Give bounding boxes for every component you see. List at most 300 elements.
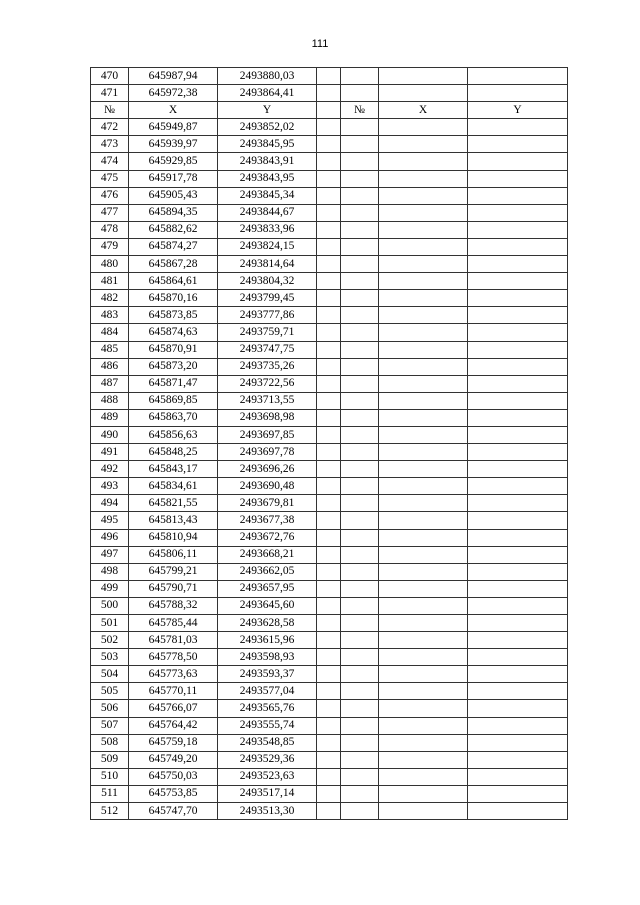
- cell-number: 504: [91, 666, 129, 683]
- table-row: [91, 529, 568, 546]
- cell-x: 645939,97: [129, 136, 218, 153]
- cell-empty: [379, 666, 468, 683]
- cell-empty: [379, 136, 468, 153]
- cell-empty: [379, 444, 468, 461]
- coordinates-table-body: [91, 68, 568, 820]
- cell-number: 500: [91, 597, 129, 614]
- cell-x: 645785,44: [129, 615, 218, 632]
- cell-number: 470: [91, 68, 129, 85]
- cell-empty: [317, 221, 341, 238]
- table-header-row: [91, 102, 568, 119]
- cell-empty: [341, 461, 379, 478]
- cell-empty: [468, 256, 568, 273]
- cell-empty: [341, 615, 379, 632]
- cell-empty: [317, 461, 341, 478]
- cell-empty: [317, 136, 341, 153]
- cell-empty: [341, 768, 379, 785]
- cell-x: 645813,43: [129, 512, 218, 529]
- table-row: [91, 119, 568, 136]
- table-row: [91, 153, 568, 170]
- cell-number: 471: [91, 85, 129, 102]
- cell-x: 645873,85: [129, 307, 218, 324]
- cell-empty: [341, 683, 379, 700]
- cell-empty: [379, 256, 468, 273]
- cell-x: 645764,42: [129, 717, 218, 734]
- cell-empty: [379, 461, 468, 478]
- cell-x: 645799,21: [129, 563, 218, 580]
- cell-empty: [317, 324, 341, 341]
- cell-empty: [341, 409, 379, 426]
- table-row: [91, 495, 568, 512]
- cell-x: 645870,91: [129, 341, 218, 358]
- cell-x: 645843,17: [129, 461, 218, 478]
- cell-empty: [379, 512, 468, 529]
- cell-x: 645790,71: [129, 580, 218, 597]
- cell-empty: [341, 375, 379, 392]
- cell-empty: [341, 153, 379, 170]
- cell-empty: [341, 597, 379, 614]
- table-row: [91, 256, 568, 273]
- cell-empty: [379, 803, 468, 820]
- table-row: [91, 170, 568, 187]
- cell-empty: [468, 187, 568, 204]
- cell-empty: [468, 324, 568, 341]
- cell-empty: [317, 632, 341, 649]
- cell-number: 476: [91, 187, 129, 204]
- cell-y: 2493679,81: [218, 495, 317, 512]
- cell-empty: [341, 785, 379, 802]
- cell-empty: [317, 700, 341, 717]
- cell-empty: [468, 170, 568, 187]
- table-row: [91, 444, 568, 461]
- cell-number: 472: [91, 119, 129, 136]
- table-row: [91, 204, 568, 221]
- table-row: [91, 85, 568, 102]
- table-row: [91, 751, 568, 768]
- cell-empty: [317, 580, 341, 597]
- cell-empty: [379, 785, 468, 802]
- header-x-2: X: [379, 102, 468, 119]
- cell-empty: [468, 495, 568, 512]
- cell-number: 485: [91, 341, 129, 358]
- cell-empty: [341, 290, 379, 307]
- cell-empty: [379, 495, 468, 512]
- cell-empty: [468, 785, 568, 802]
- cell-y: 2493697,78: [218, 444, 317, 461]
- cell-empty: [341, 119, 379, 136]
- cell-empty: [379, 238, 468, 255]
- cell-empty: [341, 803, 379, 820]
- table-row: [91, 187, 568, 204]
- cell-number: 505: [91, 683, 129, 700]
- cell-empty: [317, 119, 341, 136]
- cell-number: 498: [91, 563, 129, 580]
- cell-y: 2493690,48: [218, 478, 317, 495]
- cell-y: 2493852,02: [218, 119, 317, 136]
- cell-empty: [317, 529, 341, 546]
- cell-y: 2493845,34: [218, 187, 317, 204]
- cell-empty: [341, 273, 379, 290]
- cell-y: 2493864,41: [218, 85, 317, 102]
- header-y-2: Y: [468, 102, 568, 119]
- cell-empty: [468, 717, 568, 734]
- cell-empty: [468, 290, 568, 307]
- cell-y: 2493845,95: [218, 136, 317, 153]
- cell-y: 2493697,85: [218, 426, 317, 443]
- cell-number: 477: [91, 204, 129, 221]
- cell-empty: [317, 307, 341, 324]
- cell-y: 2493513,30: [218, 803, 317, 820]
- cell-y: 2493672,76: [218, 529, 317, 546]
- table-row: [91, 358, 568, 375]
- cell-number: 508: [91, 734, 129, 751]
- cell-empty: [379, 597, 468, 614]
- cell-empty: [341, 632, 379, 649]
- cell-empty: [341, 426, 379, 443]
- cell-empty: [317, 409, 341, 426]
- table-row: [91, 375, 568, 392]
- cell-x: 645848,25: [129, 444, 218, 461]
- table-row: [91, 324, 568, 341]
- cell-y: 2493814,64: [218, 256, 317, 273]
- table-row: [91, 666, 568, 683]
- cell-empty: [379, 700, 468, 717]
- page-number: 111: [311, 38, 329, 50]
- cell-x: 645806,11: [129, 546, 218, 563]
- cell-empty: [468, 136, 568, 153]
- cell-empty: [317, 478, 341, 495]
- cell-x: 645869,85: [129, 392, 218, 409]
- cell-number: 492: [91, 461, 129, 478]
- cell-empty: [317, 204, 341, 221]
- cell-empty: [379, 409, 468, 426]
- cell-number: 506: [91, 700, 129, 717]
- table-row: [91, 290, 568, 307]
- cell-x: 645864,61: [129, 273, 218, 290]
- cell-number: 474: [91, 153, 129, 170]
- cell-x: 645781,03: [129, 632, 218, 649]
- cell-y: 2493548,85: [218, 734, 317, 751]
- cell-empty: [341, 187, 379, 204]
- cell-empty: [468, 68, 568, 85]
- cell-y: 2493593,37: [218, 666, 317, 683]
- cell-empty: [468, 119, 568, 136]
- cell-number: 487: [91, 375, 129, 392]
- table-row: [91, 392, 568, 409]
- cell-empty: [468, 649, 568, 666]
- cell-empty: [341, 512, 379, 529]
- cell-y: 2493698,98: [218, 409, 317, 426]
- cell-number: 503: [91, 649, 129, 666]
- cell-empty: [379, 392, 468, 409]
- table-row: [91, 768, 568, 785]
- cell-empty: [468, 444, 568, 461]
- cell-empty: [379, 358, 468, 375]
- cell-empty: [468, 204, 568, 221]
- cell-empty: [379, 426, 468, 443]
- cell-empty: [379, 119, 468, 136]
- cell-empty: [379, 563, 468, 580]
- cell-y: 2493523,63: [218, 768, 317, 785]
- cell-empty: [341, 85, 379, 102]
- cell-empty: [341, 495, 379, 512]
- cell-y: 2493677,38: [218, 512, 317, 529]
- table-row: [91, 615, 568, 632]
- cell-y: 2493696,26: [218, 461, 317, 478]
- cell-empty: [379, 153, 468, 170]
- cell-x: 645874,27: [129, 238, 218, 255]
- cell-empty: [468, 683, 568, 700]
- cell-empty: [468, 803, 568, 820]
- cell-empty: [317, 768, 341, 785]
- header-x: X: [129, 102, 218, 119]
- cell-empty: [341, 68, 379, 85]
- cell-number: 475: [91, 170, 129, 187]
- cell-x: 645873,20: [129, 358, 218, 375]
- cell-x: 645770,11: [129, 683, 218, 700]
- table-row: [91, 221, 568, 238]
- cell-empty: [468, 85, 568, 102]
- cell-empty: [317, 153, 341, 170]
- cell-x: 645778,50: [129, 649, 218, 666]
- cell-empty: [341, 666, 379, 683]
- cell-empty: [468, 426, 568, 443]
- cell-empty: [317, 563, 341, 580]
- cell-empty: [341, 478, 379, 495]
- table-row: [91, 700, 568, 717]
- cell-empty: [341, 580, 379, 597]
- cell-empty: [468, 375, 568, 392]
- table-row: [91, 803, 568, 820]
- cell-y: 2493713,55: [218, 392, 317, 409]
- cell-empty: [317, 187, 341, 204]
- cell-empty: [468, 700, 568, 717]
- cell-empty: [341, 170, 379, 187]
- cell-empty: [341, 238, 379, 255]
- cell-empty: [379, 683, 468, 700]
- cell-empty: [341, 751, 379, 768]
- cell-empty: [379, 717, 468, 734]
- cell-empty: [379, 478, 468, 495]
- cell-empty: [468, 734, 568, 751]
- cell-empty: [317, 256, 341, 273]
- cell-empty: [341, 341, 379, 358]
- cell-empty: [468, 358, 568, 375]
- cell-empty: [379, 529, 468, 546]
- coordinates-table: [90, 67, 568, 820]
- cell-y: 2493747,75: [218, 341, 317, 358]
- cell-empty: [379, 170, 468, 187]
- table-row: [91, 632, 568, 649]
- cell-empty: [468, 563, 568, 580]
- cell-empty: [379, 649, 468, 666]
- table-row: [91, 409, 568, 426]
- cell-y: 2493577,04: [218, 683, 317, 700]
- cell-x: 645750,03: [129, 768, 218, 785]
- cell-empty: [468, 153, 568, 170]
- cell-empty: [317, 615, 341, 632]
- cell-x: 645810,94: [129, 529, 218, 546]
- cell-number: 486: [91, 358, 129, 375]
- cell-empty: [317, 717, 341, 734]
- table-row: [91, 734, 568, 751]
- cell-x: 645871,47: [129, 375, 218, 392]
- cell-number: 496: [91, 529, 129, 546]
- cell-x: 645753,85: [129, 785, 218, 802]
- cell-empty: [317, 426, 341, 443]
- cell-number: 489: [91, 409, 129, 426]
- cell-empty: [317, 597, 341, 614]
- cell-x: 645870,16: [129, 290, 218, 307]
- cell-empty: [317, 785, 341, 802]
- cell-empty: [341, 324, 379, 341]
- cell-empty: [379, 204, 468, 221]
- cell-empty: [379, 221, 468, 238]
- cell-y: 2493517,14: [218, 785, 317, 802]
- cell-number: 478: [91, 221, 129, 238]
- cell-empty: [379, 273, 468, 290]
- cell-number: 490: [91, 426, 129, 443]
- cell-x: 645874,63: [129, 324, 218, 341]
- cell-empty: [468, 238, 568, 255]
- cell-number: 501: [91, 615, 129, 632]
- cell-empty: [341, 734, 379, 751]
- cell-empty: [379, 307, 468, 324]
- cell-empty: [317, 495, 341, 512]
- cell-y: 2493668,21: [218, 546, 317, 563]
- cell-number: 499: [91, 580, 129, 597]
- cell-empty: [468, 529, 568, 546]
- cell-empty: [468, 341, 568, 358]
- cell-empty: [341, 529, 379, 546]
- cell-empty: [341, 136, 379, 153]
- cell-y: 2493657,95: [218, 580, 317, 597]
- cell-empty: [317, 68, 341, 85]
- cell-y: 2493555,74: [218, 717, 317, 734]
- cell-empty: [468, 512, 568, 529]
- cell-number: 480: [91, 256, 129, 273]
- table-row: [91, 478, 568, 495]
- cell-empty: [317, 683, 341, 700]
- header-empty: [317, 102, 341, 119]
- cell-empty: [468, 632, 568, 649]
- cell-number: 484: [91, 324, 129, 341]
- cell-number: 512: [91, 803, 129, 820]
- cell-empty: [317, 341, 341, 358]
- header-y: Y: [218, 102, 317, 119]
- table-row: [91, 785, 568, 802]
- table-row: [91, 580, 568, 597]
- cell-y: 2493628,58: [218, 615, 317, 632]
- cell-x: 645863,70: [129, 409, 218, 426]
- cell-empty: [341, 392, 379, 409]
- cell-y: 2493529,36: [218, 751, 317, 768]
- cell-empty: [341, 204, 379, 221]
- cell-empty: [317, 170, 341, 187]
- cell-empty: [341, 221, 379, 238]
- cell-x: 645917,78: [129, 170, 218, 187]
- cell-empty: [468, 478, 568, 495]
- cell-empty: [317, 392, 341, 409]
- cell-y: 2493804,32: [218, 273, 317, 290]
- cell-empty: [468, 615, 568, 632]
- cell-empty: [468, 392, 568, 409]
- header-num: №: [91, 102, 129, 119]
- cell-x: 645905,43: [129, 187, 218, 204]
- cell-empty: [379, 751, 468, 768]
- cell-empty: [317, 751, 341, 768]
- cell-number: 473: [91, 136, 129, 153]
- table-row: [91, 512, 568, 529]
- cell-empty: [341, 546, 379, 563]
- cell-y: 2493598,93: [218, 649, 317, 666]
- cell-empty: [317, 803, 341, 820]
- table-row: [91, 597, 568, 614]
- cell-x: 645766,07: [129, 700, 218, 717]
- cell-empty: [379, 324, 468, 341]
- cell-empty: [341, 256, 379, 273]
- cell-number: 497: [91, 546, 129, 563]
- cell-empty: [341, 717, 379, 734]
- cell-y: 2493824,15: [218, 238, 317, 255]
- cell-empty: [317, 512, 341, 529]
- cell-number: 495: [91, 512, 129, 529]
- cell-y: 2493843,95: [218, 170, 317, 187]
- cell-empty: [341, 307, 379, 324]
- cell-number: 481: [91, 273, 129, 290]
- cell-number: 494: [91, 495, 129, 512]
- cell-x: 645773,63: [129, 666, 218, 683]
- cell-empty: [468, 666, 568, 683]
- cell-y: 2493777,86: [218, 307, 317, 324]
- cell-empty: [317, 85, 341, 102]
- cell-y: 2493735,26: [218, 358, 317, 375]
- cell-empty: [341, 700, 379, 717]
- cell-number: 482: [91, 290, 129, 307]
- cell-empty: [468, 409, 568, 426]
- cell-number: 479: [91, 238, 129, 255]
- cell-empty: [468, 307, 568, 324]
- cell-y: 2493843,91: [218, 153, 317, 170]
- cell-x: 645894,35: [129, 204, 218, 221]
- cell-empty: [468, 221, 568, 238]
- table-row: [91, 563, 568, 580]
- table-row: [91, 68, 568, 85]
- cell-x: 645834,61: [129, 478, 218, 495]
- cell-empty: [379, 341, 468, 358]
- table-row: [91, 546, 568, 563]
- cell-empty: [379, 187, 468, 204]
- cell-empty: [468, 273, 568, 290]
- cell-empty: [468, 580, 568, 597]
- header-num-2: №: [341, 102, 379, 119]
- cell-empty: [317, 290, 341, 307]
- cell-x: 645949,87: [129, 119, 218, 136]
- table-row: [91, 461, 568, 478]
- cell-x: 645856,63: [129, 426, 218, 443]
- cell-empty: [379, 768, 468, 785]
- cell-number: 491: [91, 444, 129, 461]
- cell-empty: [317, 649, 341, 666]
- cell-empty: [468, 597, 568, 614]
- cell-empty: [341, 649, 379, 666]
- cell-y: 2493844,67: [218, 204, 317, 221]
- cell-number: 493: [91, 478, 129, 495]
- cell-number: 510: [91, 768, 129, 785]
- cell-empty: [341, 444, 379, 461]
- cell-empty: [317, 375, 341, 392]
- table-row: [91, 426, 568, 443]
